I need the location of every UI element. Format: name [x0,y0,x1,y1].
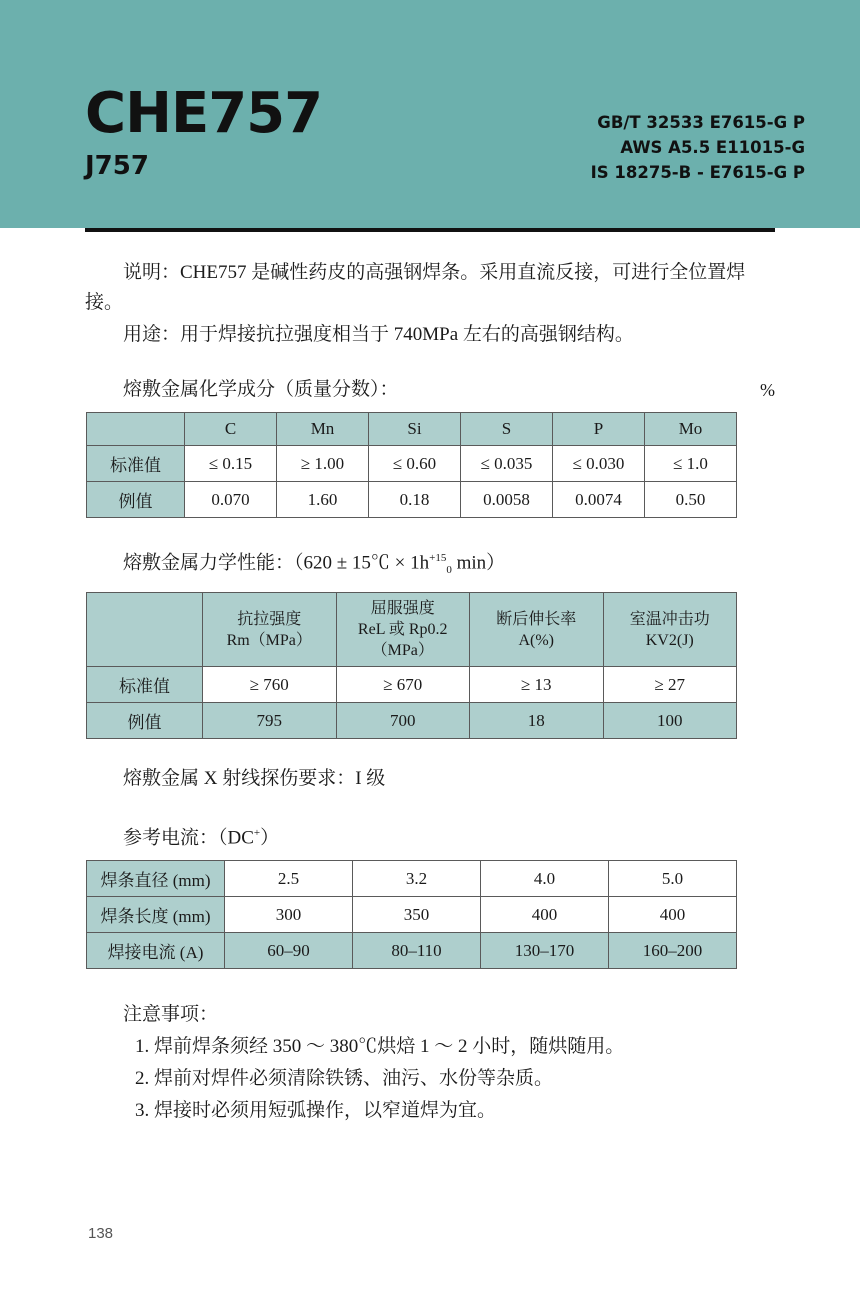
mech-section-title-tail: min） [456,552,506,574]
current-diameter-1: 2.5 [225,861,353,897]
standard-line-gbt: GB/T 32533 E7615-G P [597,113,805,132]
current-length-1: 300 [225,897,353,933]
current-diameter-2: 3.2 [353,861,481,897]
mech-ex-yield: 700 [336,703,470,739]
mech-ex-elongation: 18 [470,703,604,739]
page-number: 138 [88,1225,114,1242]
mech-col-yield [336,593,470,667]
mech-row-label-standard: 标准值 [87,667,203,703]
description-paragraph: 说明：CHE757 是碱性药皮的高强钢焊条。采用直流反接，可进行全位置焊接。 [85,262,746,313]
mech-title-subscript: 0 [446,564,452,577]
mech-col-tensile [203,593,337,667]
chemical-composition-table [86,412,737,518]
current-length-3: 400 [481,897,609,933]
mech-section-title [123,544,775,584]
chem-unit-percent: % [760,380,775,400]
mech-col-impact-line1: 室温冲击功 [629,610,710,628]
mechanical-properties-table [86,592,737,739]
chem-std-p: ≤ 0.030 [553,446,645,482]
chem-col-blank [87,413,185,446]
document-content [85,258,775,1127]
mech-std-elongation: ≥ 13 [470,667,604,703]
mech-ex-tensile: 795 [203,703,337,739]
chem-col-mo: Mo [645,413,737,446]
chem-col-mn: Mn [277,413,369,446]
note-item: 2. 焊前对焊件必须清除铁锈、油污、水份等杂质。 [135,1068,554,1090]
reference-current-table [86,860,737,969]
current-row-label-diameter: 焊条直径 (mm) [87,861,225,897]
current-section-title-text: 参考电流：（DC [123,827,254,849]
table-row [87,667,737,703]
product-code: CHE757 [85,81,323,146]
current-amperage-4: 160–200 [609,933,737,969]
current-row-label-amperage: 焊接电流 (A) [87,933,225,969]
usage-paragraph: 用途：用于焊接抗拉强度相当于 740MPa 左右的高强钢结构。 [123,324,634,345]
chem-std-s: ≤ 0.035 [461,446,553,482]
note-item: 3. 焊接时必须用短弧操作，以窄道焊为宜。 [135,1100,497,1122]
mech-col-elongation [470,593,604,667]
mech-std-tensile: ≥ 760 [203,667,337,703]
current-row-label-length: 焊条长度 (mm) [87,897,225,933]
table-row [87,703,737,739]
current-section-title [123,819,775,852]
chem-col-p: P [553,413,645,446]
standards-list [591,110,805,185]
header-divider [85,228,775,232]
current-diameter-4: 5.0 [609,861,737,897]
mech-col-yield-line1: 屈服强度 [370,600,435,618]
current-length-4: 400 [609,897,737,933]
product-title-block [85,81,323,181]
header-band [0,0,860,228]
standard-line-is: IS 18275-B - E7615-G P [590,163,805,182]
note-item: 1. 焊前焊条须经 350 ～ 380℃烘焙 1 ～ 2 小时，随烘随用。 [135,1036,625,1058]
chem-std-mn: ≥ 1.00 [277,446,369,482]
table-row [87,933,737,969]
chem-col-s: S [461,413,553,446]
mech-std-impact: ≥ 27 [603,667,737,703]
current-title-superscript: + [253,827,261,840]
chem-ex-mn: 1.60 [277,482,369,518]
mech-col-yield-line2: ReL 或 Rp0.2（MPa） [357,621,448,660]
mech-col-tensile-line2: Rm（MPa） [226,631,312,649]
table-row [87,861,737,897]
current-section-title-tail: ） [260,827,280,849]
mech-title-superscript: +15 [429,552,447,564]
chem-std-mo: ≤ 1.0 [645,446,737,482]
current-length-2: 350 [353,897,481,933]
notes-title: 注意事项： [123,1004,219,1026]
product-alt-code: J757 [85,151,149,181]
mech-ex-impact: 100 [603,703,737,739]
chem-col-si: Si [369,413,461,446]
mech-col-impact [603,593,737,667]
mech-col-elongation-line2: A(%) [518,631,555,649]
table-row [87,897,737,933]
mech-std-yield: ≥ 670 [336,667,470,703]
chem-section-title [123,376,775,404]
mech-row-label-example: 例值 [87,703,203,739]
chem-ex-s: 0.0058 [461,482,553,518]
current-amperage-3: 130–170 [481,933,609,969]
current-amperage-1: 60–90 [225,933,353,969]
current-amperage-2: 80–110 [353,933,481,969]
header-inner [85,0,820,228]
standard-line-aws: AWS A5.5 E11015-G [620,138,805,157]
table-header-row [87,413,737,446]
mech-col-blank [87,593,203,667]
chem-ex-c: 0.070 [185,482,277,518]
chem-ex-p: 0.0074 [553,482,645,518]
chem-ex-si: 0.18 [369,482,461,518]
chem-col-c: C [185,413,277,446]
chem-row-label-example: 例值 [87,482,185,518]
mech-col-elongation-line1: 断后伸长率 [496,610,577,628]
table-header-row [87,593,737,667]
mech-col-tensile-line1: 抗拉强度 [237,610,302,628]
table-row [87,446,737,482]
notes-section [123,999,775,1127]
current-diameter-3: 4.0 [481,861,609,897]
chem-section-title-text: 熔敷金属化学成分（质量分数）： [123,379,399,400]
mech-col-impact-line2: KV2(J) [645,631,694,649]
chem-row-label-standard: 标准值 [87,446,185,482]
chem-ex-mo: 0.50 [645,482,737,518]
chem-std-si: ≤ 0.60 [369,446,461,482]
chem-std-c: ≤ 0.15 [185,446,277,482]
xray-requirement: 熔敷金属 X 射线探伤要求：I 级 [123,768,386,790]
mech-section-title-text: 熔敷金属力学性能：（620 ± 15℃ × 1h [123,552,430,574]
table-row [87,482,737,518]
